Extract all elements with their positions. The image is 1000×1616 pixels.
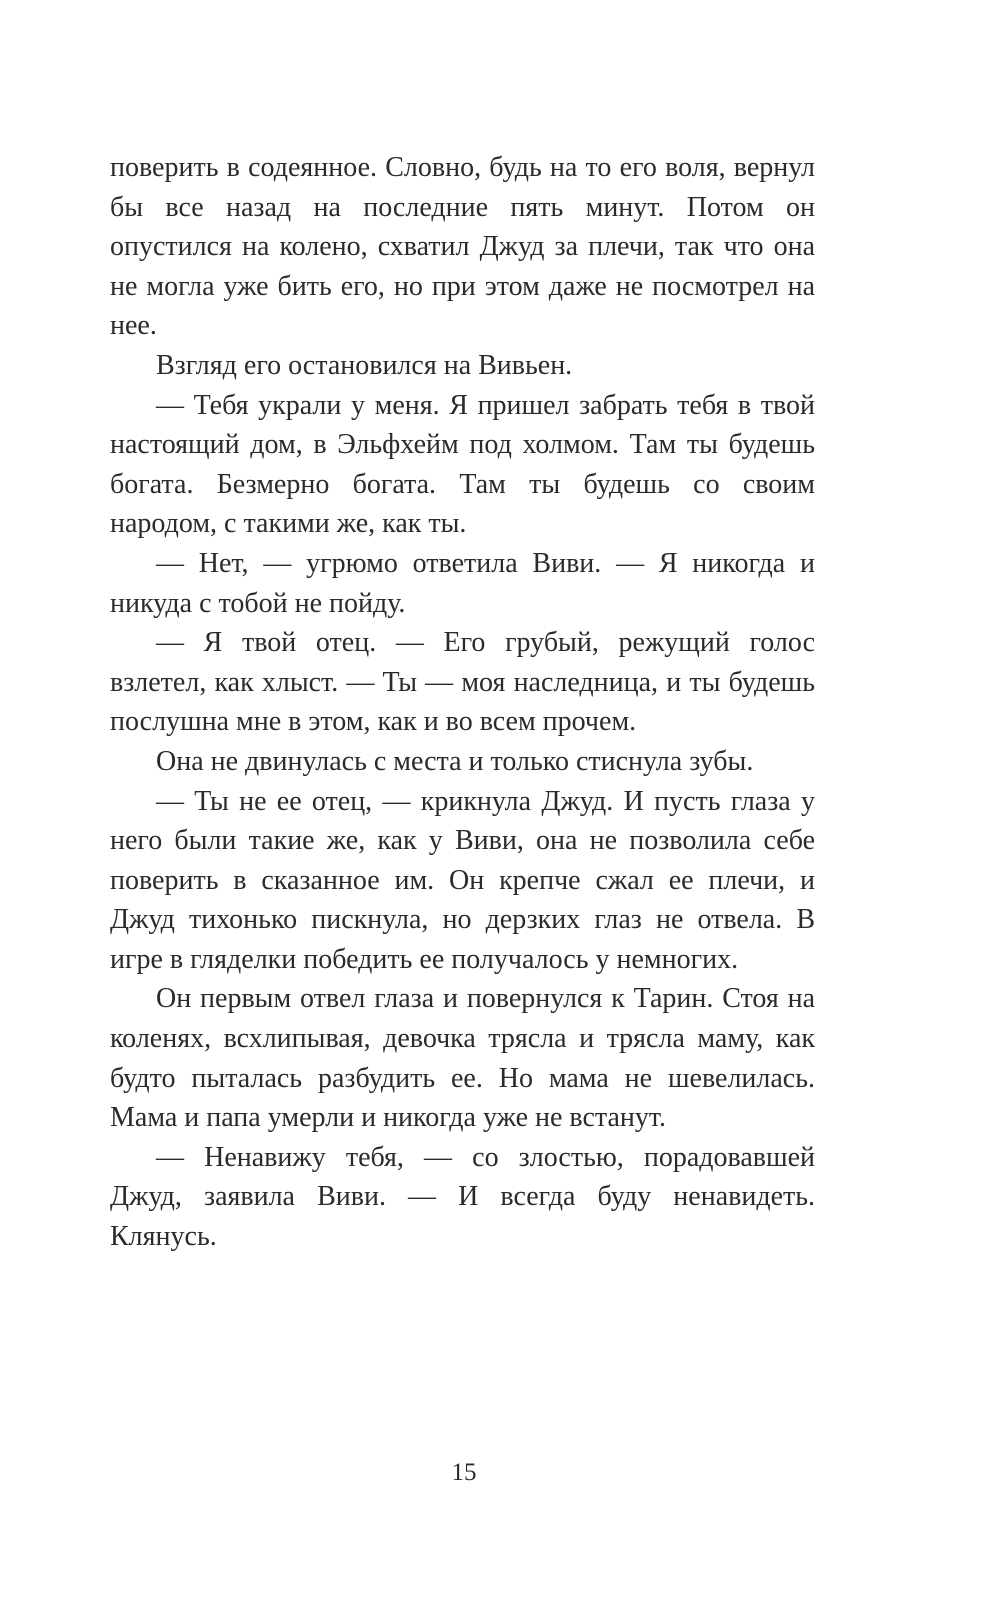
page-number: 15 xyxy=(451,1459,477,1486)
body-text xyxy=(110,148,815,1257)
paragraph: Он первым отвел глаза и повернулся к Тарин. Стоя на коленях, всхлипывая, девочка трясла и трясла маму, как будто пыталась разбудить ее. Но мама не шевелилась. Мама и папа умерли и никогда уже не встанут. xyxy=(110,983,815,1134)
paragraph: — Тебя украли у меня. Я пришел забрать тебя в твой настоящий дом, в Эльфхейм под холмом. Там ты будешь богата. Безмерно богата. Там ты будешь со своим народом, с такими же, как ты. xyxy=(110,389,815,540)
paragraph: поверить в содеянное. Словно, будь на то его воля, вернул бы все назад на последние пять минут. Потом он опустился на колено, схватил Джуд за плечи, так что она не могла уже бить его, но при этом даже не посмотрел на нее. xyxy=(110,152,815,342)
paragraph: — Нет, — угрюмо ответила Виви. — Я никогда и никуда с тобой не пойду. xyxy=(110,547,815,619)
paragraph: — Я твой отец. — Его грубый, режущий голос взлетел, как хлыст. — Ты — моя наследница, и ты будешь послушна мне в этом, как и во всем прочем. xyxy=(110,627,815,738)
paragraph: Взгляд его остановился на Вивьен. xyxy=(156,349,573,381)
paragraph: Она не двинулась с места и только стиснула зубы. xyxy=(156,745,754,777)
paragraph: — Ты не ее отец, — крикнула Джуд. И пусть глаза у него были такие же, как у Виви, она не позволила себе поверить в сказанное им. Он крепче сжал ее плечи, и Джуд тихонько пискнула, но дерзких глаз не отвела. В игре в гляделки победить ее получалось у немногих. xyxy=(110,785,815,975)
paragraph: — Ненавижу тебя, — со злостью, порадовавшей Джуд, заявила Виви. — И всегда буду ненавидеть. Клянусь. xyxy=(110,1141,815,1253)
